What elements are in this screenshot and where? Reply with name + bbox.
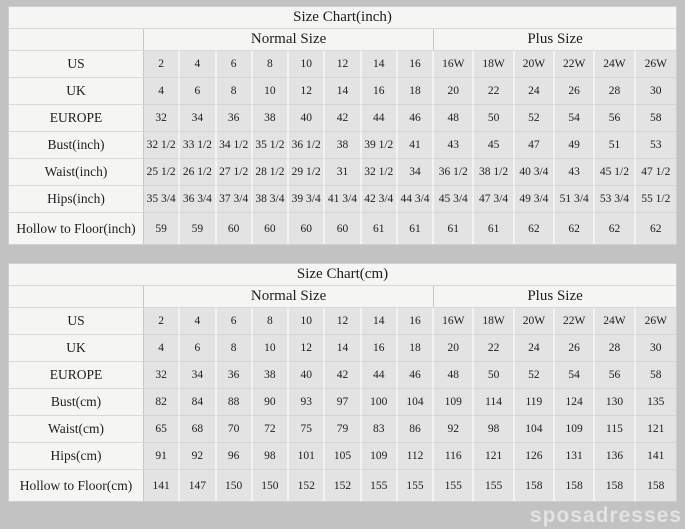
- row-label: Bust(cm): [9, 389, 144, 416]
- size-cell: 6: [217, 308, 253, 335]
- size-cell: 141: [144, 470, 180, 501]
- size-cell: 20W: [515, 308, 555, 335]
- size-cell: 48: [434, 362, 474, 389]
- size-cell: 124: [555, 389, 595, 416]
- size-cell: 34 1/2: [217, 132, 253, 159]
- size-cell: 51: [595, 132, 635, 159]
- size-cell: 62: [595, 213, 635, 244]
- size-cell: 22: [474, 78, 514, 105]
- size-cell: 2: [144, 308, 180, 335]
- size-cell: 59: [144, 213, 180, 244]
- size-cell: 16: [362, 335, 398, 362]
- size-cell: 12: [325, 51, 361, 78]
- size-cell: 26 1/2: [180, 159, 216, 186]
- size-cell: 100: [362, 389, 398, 416]
- size-cell: 26: [555, 335, 595, 362]
- size-cell: 45: [474, 132, 514, 159]
- size-cell: 58: [636, 362, 676, 389]
- inch-table-body: [9, 51, 676, 244]
- size-cell: 10: [253, 78, 289, 105]
- size-cell: 104: [515, 416, 555, 443]
- size-cell: 26: [555, 78, 595, 105]
- size-cell: 98: [253, 443, 289, 470]
- size-cell: 4: [144, 78, 180, 105]
- size-cell: 101: [289, 443, 325, 470]
- size-cell: 16: [398, 51, 434, 78]
- table-row: [9, 416, 676, 443]
- size-cell: 32: [144, 105, 180, 132]
- size-cell: 91: [144, 443, 180, 470]
- size-cell: 27 1/2: [217, 159, 253, 186]
- size-cell: 62: [555, 213, 595, 244]
- table-title: Size Chart(cm): [9, 264, 676, 286]
- cm-table-body: [9, 308, 676, 501]
- size-cell: 41: [398, 132, 434, 159]
- size-cell: 8: [217, 78, 253, 105]
- size-cell: 105: [325, 443, 361, 470]
- size-cell: 56: [595, 362, 635, 389]
- table-row: [9, 335, 676, 362]
- size-cell: 47 1/2: [636, 159, 676, 186]
- size-cell: 56: [595, 105, 635, 132]
- size-cell: 158: [595, 470, 635, 501]
- normal-size-header: Normal Size: [144, 286, 434, 308]
- size-cell: 44: [362, 362, 398, 389]
- size-cell: 30: [636, 335, 676, 362]
- size-cell: 35 3/4: [144, 186, 180, 213]
- size-cell: 22W: [555, 308, 595, 335]
- size-cell: 36: [217, 105, 253, 132]
- size-cell: 68: [180, 416, 216, 443]
- size-cell: 116: [434, 443, 474, 470]
- size-cell: 12: [289, 335, 325, 362]
- size-cell: 62: [636, 213, 676, 244]
- size-cell: 152: [325, 470, 361, 501]
- size-cell: 6: [180, 78, 216, 105]
- size-cell: 55 1/2: [636, 186, 676, 213]
- size-cell: 8: [253, 51, 289, 78]
- size-cell: 34: [180, 105, 216, 132]
- size-cell: 112: [398, 443, 434, 470]
- size-cell: 42 3/4: [362, 186, 398, 213]
- size-cell: 28: [595, 335, 635, 362]
- size-cell: 38 1/2: [474, 159, 514, 186]
- size-chart-inch-table: [8, 6, 677, 245]
- size-cell: 45 3/4: [434, 186, 474, 213]
- size-cell: 37 3/4: [217, 186, 253, 213]
- table-row: [9, 362, 676, 389]
- size-cell: 61: [398, 213, 434, 244]
- size-cell: 20: [434, 78, 474, 105]
- size-cell: 60: [289, 213, 325, 244]
- size-cell: 141: [636, 443, 676, 470]
- row-label: US: [9, 308, 144, 335]
- size-cell: 14: [325, 78, 361, 105]
- size-cell: 31: [325, 159, 361, 186]
- size-cell: 34: [398, 159, 434, 186]
- table-title-row: [9, 264, 676, 286]
- normal-size-header: Normal Size: [144, 29, 434, 51]
- row-label: Waist(inch): [9, 159, 144, 186]
- table-title-row: [9, 7, 676, 29]
- size-cell: 61: [434, 213, 474, 244]
- size-cell: 32: [144, 362, 180, 389]
- size-cell: 24W: [595, 51, 635, 78]
- size-cell: 75: [289, 416, 325, 443]
- size-cell: 109: [434, 389, 474, 416]
- size-cell: 50: [474, 105, 514, 132]
- row-label: EUROPE: [9, 362, 144, 389]
- size-cell: 18: [398, 78, 434, 105]
- size-cell: 43: [555, 159, 595, 186]
- size-cell: 92: [434, 416, 474, 443]
- size-cell: 22: [474, 335, 514, 362]
- size-cell: 20: [434, 335, 474, 362]
- size-cell: 30: [636, 78, 676, 105]
- size-cell: 16W: [434, 51, 474, 78]
- size-cell: 38 3/4: [253, 186, 289, 213]
- row-label: UK: [9, 335, 144, 362]
- size-cell: 36 1/2: [289, 132, 325, 159]
- size-cell: 96: [217, 443, 253, 470]
- size-cell: 49: [555, 132, 595, 159]
- size-cell: 24: [515, 335, 555, 362]
- size-cell: 158: [555, 470, 595, 501]
- size-cell: 18: [398, 335, 434, 362]
- size-cell: 155: [398, 470, 434, 501]
- size-cell: 16W: [434, 308, 474, 335]
- size-cell: 72: [253, 416, 289, 443]
- size-cell: 115: [595, 416, 635, 443]
- column-group-row: [9, 29, 676, 51]
- size-cell: 54: [555, 362, 595, 389]
- size-cell: 65: [144, 416, 180, 443]
- row-label: EUROPE: [9, 105, 144, 132]
- size-cell: 121: [474, 443, 514, 470]
- row-label: Hips(cm): [9, 443, 144, 470]
- table-title: Size Chart(inch): [9, 7, 676, 29]
- size-cell: 39 1/2: [362, 132, 398, 159]
- size-cell: 109: [555, 416, 595, 443]
- size-cell: 90: [253, 389, 289, 416]
- size-cell: 24W: [595, 308, 635, 335]
- size-cell: 82: [144, 389, 180, 416]
- table-row: [9, 389, 676, 416]
- row-label: Hips(inch): [9, 186, 144, 213]
- size-cell: 40 3/4: [515, 159, 555, 186]
- size-cell: 62: [515, 213, 555, 244]
- size-cell: 24: [515, 78, 555, 105]
- size-cell: 38: [253, 105, 289, 132]
- size-cell: 155: [474, 470, 514, 501]
- size-cell: 86: [398, 416, 434, 443]
- size-cell: 35 1/2: [253, 132, 289, 159]
- size-cell: 47 3/4: [474, 186, 514, 213]
- table-row: [9, 213, 676, 244]
- table-row: [9, 51, 676, 78]
- size-cell: 32 1/2: [144, 132, 180, 159]
- plus-size-header: Plus Size: [434, 286, 676, 308]
- table-row: [9, 105, 676, 132]
- size-cell: 53 3/4: [595, 186, 635, 213]
- size-cell: 150: [217, 470, 253, 501]
- size-cell: 38: [325, 132, 361, 159]
- size-cell: 44 3/4: [398, 186, 434, 213]
- size-cell: 28 1/2: [253, 159, 289, 186]
- size-cell: 25 1/2: [144, 159, 180, 186]
- size-cell: 42: [325, 362, 361, 389]
- size-cell: 45 1/2: [595, 159, 635, 186]
- size-cell: 131: [555, 443, 595, 470]
- table-row: [9, 308, 676, 335]
- size-cell: 61: [362, 213, 398, 244]
- size-cell: 60: [217, 213, 253, 244]
- row-label: Hollow to Floor(inch): [9, 213, 144, 244]
- size-cell: 8: [217, 335, 253, 362]
- size-cell: 83: [362, 416, 398, 443]
- size-chart-cm-table: [8, 263, 677, 502]
- size-cell: 130: [595, 389, 635, 416]
- size-cell: 18W: [474, 51, 514, 78]
- corner-cell: [9, 29, 144, 51]
- watermark: sposadresses: [529, 504, 682, 527]
- size-cell: 58: [636, 105, 676, 132]
- size-cell: 29 1/2: [289, 159, 325, 186]
- size-cell: 92: [180, 443, 216, 470]
- table-row: [9, 78, 676, 105]
- size-cell: 50: [474, 362, 514, 389]
- size-cell: 36 1/2: [434, 159, 474, 186]
- size-cell: 32 1/2: [362, 159, 398, 186]
- size-cell: 54: [555, 105, 595, 132]
- size-cell: 49 3/4: [515, 186, 555, 213]
- size-cell: 59: [180, 213, 216, 244]
- size-cell: 28: [595, 78, 635, 105]
- size-cell: 51 3/4: [555, 186, 595, 213]
- size-cell: 8: [253, 308, 289, 335]
- size-cell: 136: [595, 443, 635, 470]
- size-cell: 52: [515, 362, 555, 389]
- column-group-row: [9, 286, 676, 308]
- size-cell: 6: [217, 51, 253, 78]
- size-cell: 18W: [474, 308, 514, 335]
- size-cell: 70: [217, 416, 253, 443]
- size-cell: 52: [515, 105, 555, 132]
- size-cell: 119: [515, 389, 555, 416]
- size-cell: 33 1/2: [180, 132, 216, 159]
- row-label: Waist(cm): [9, 416, 144, 443]
- size-cell: 39 3/4: [289, 186, 325, 213]
- size-cell: 147: [180, 470, 216, 501]
- size-cell: 36: [217, 362, 253, 389]
- size-cell: 26W: [636, 51, 676, 78]
- size-cell: 93: [289, 389, 325, 416]
- size-cell: 14: [325, 335, 361, 362]
- size-cell: 40: [289, 105, 325, 132]
- size-cell: 150: [253, 470, 289, 501]
- size-cell: 40: [289, 362, 325, 389]
- size-cell: 126: [515, 443, 555, 470]
- size-cell: 79: [325, 416, 361, 443]
- size-cell: 46: [398, 105, 434, 132]
- table-row: [9, 443, 676, 470]
- size-cell: 14: [362, 308, 398, 335]
- size-cell: 22W: [555, 51, 595, 78]
- size-cell: 4: [180, 51, 216, 78]
- size-cell: 12: [325, 308, 361, 335]
- size-cell: 4: [144, 335, 180, 362]
- size-cell: 114: [474, 389, 514, 416]
- size-cell: 12: [289, 78, 325, 105]
- size-cell: 2: [144, 51, 180, 78]
- size-cell: 16: [398, 308, 434, 335]
- size-cell: 46: [398, 362, 434, 389]
- size-cell: 61: [474, 213, 514, 244]
- size-cell: 158: [515, 470, 555, 501]
- table-row: [9, 159, 676, 186]
- row-label: Hollow to Floor(cm): [9, 470, 144, 501]
- size-cell: 97: [325, 389, 361, 416]
- size-cell: 44: [362, 105, 398, 132]
- size-cell: 158: [636, 470, 676, 501]
- size-cell: 38: [253, 362, 289, 389]
- size-cell: 98: [474, 416, 514, 443]
- size-cell: 88: [217, 389, 253, 416]
- size-cell: 42: [325, 105, 361, 132]
- size-cell: 135: [636, 389, 676, 416]
- size-cell: 41 3/4: [325, 186, 361, 213]
- size-cell: 6: [180, 335, 216, 362]
- size-cell: 16: [362, 78, 398, 105]
- size-cell: 4: [180, 308, 216, 335]
- table-row: [9, 470, 676, 501]
- size-cell: 43: [434, 132, 474, 159]
- size-cell: 155: [362, 470, 398, 501]
- size-cell: 121: [636, 416, 676, 443]
- size-cell: 48: [434, 105, 474, 132]
- size-cell: 53: [636, 132, 676, 159]
- size-cell: 26W: [636, 308, 676, 335]
- size-cell: 10: [289, 308, 325, 335]
- size-cell: 20W: [515, 51, 555, 78]
- size-cell: 60: [325, 213, 361, 244]
- size-cell: 10: [253, 335, 289, 362]
- size-cell: 84: [180, 389, 216, 416]
- size-cell: 47: [515, 132, 555, 159]
- size-cell: 109: [362, 443, 398, 470]
- row-label: US: [9, 51, 144, 78]
- corner-cell: [9, 286, 144, 308]
- size-cell: 60: [253, 213, 289, 244]
- size-cell: 104: [398, 389, 434, 416]
- row-label: Bust(inch): [9, 132, 144, 159]
- size-cell: 36 3/4: [180, 186, 216, 213]
- size-cell: 34: [180, 362, 216, 389]
- size-cell: 10: [289, 51, 325, 78]
- row-label: UK: [9, 78, 144, 105]
- size-cell: 155: [434, 470, 474, 501]
- plus-size-header: Plus Size: [434, 29, 676, 51]
- table-row: [9, 132, 676, 159]
- size-cell: 14: [362, 51, 398, 78]
- table-row: [9, 186, 676, 213]
- size-cell: 152: [289, 470, 325, 501]
